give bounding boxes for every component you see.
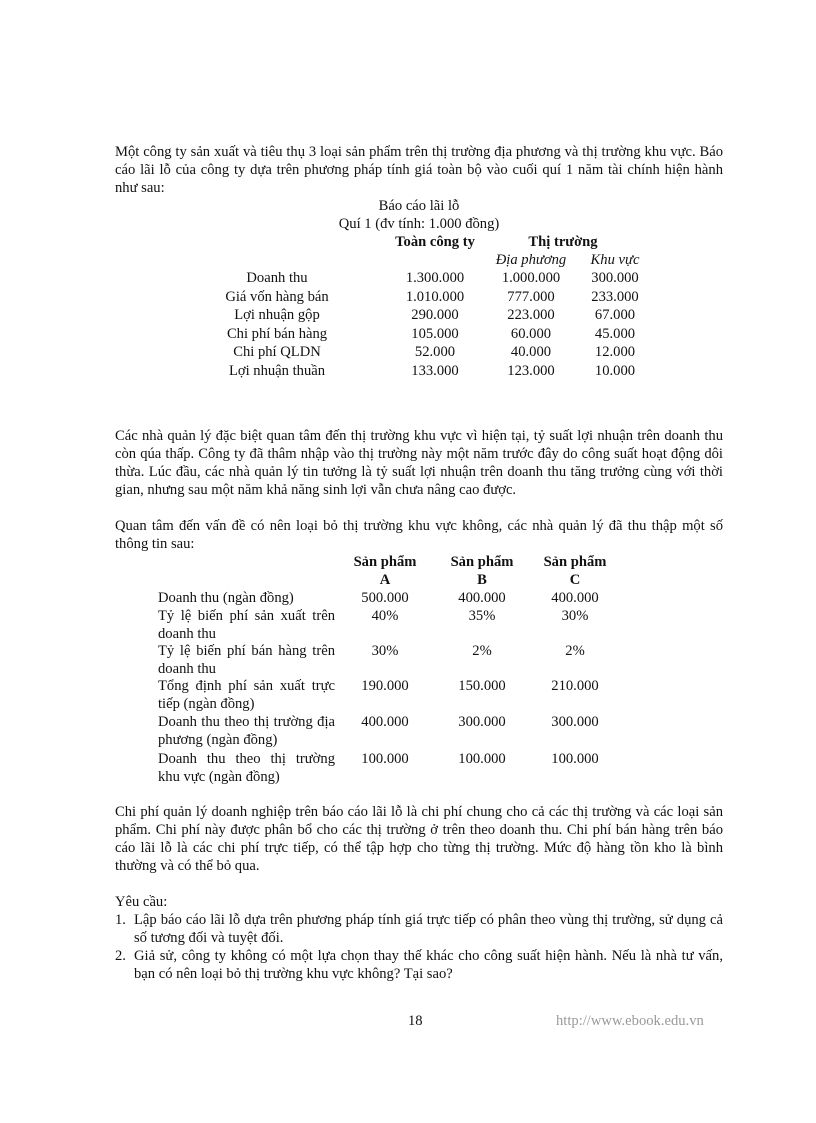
product-header: Sản phẩm	[543, 554, 607, 570]
col-header-market: Thị trường	[528, 234, 598, 250]
product-header: B	[477, 572, 487, 588]
info-cell-a: 40%	[371, 608, 399, 624]
col-header-total: Toàn công ty	[395, 234, 475, 250]
product-info-table	[115, 553, 723, 803]
cell-total: 1.010.000	[405, 288, 465, 305]
paragraph-2: Các nhà quản lý đặc biệt quan tâm đến thị trường khu vực vì hiện tại, tỷ suất lợi nhuận trên doanh thu còn qúa thấp. Công ty đã thâm nhập vào thị trường này một năm trước đây do công suất hoạt động dôi thừa. Lúc đầu, các nhà quản lý tin tưởng là tỷ suất lợi nhuận trên doanh thu tăng trưởng cùng với thời gian, nhưng sau một năm khả năng sinh lợi vẫn chưa nâng cao được.	[115, 428, 723, 498]
row-label: Chi phí bán hàng	[226, 325, 328, 342]
cell-local: 777.000	[507, 288, 555, 305]
cell-region: 12.000	[594, 344, 636, 360]
cell-local: 60.000	[510, 325, 552, 342]
requirements-heading: Yêu cầu:	[115, 894, 168, 910]
product-header: C	[569, 572, 581, 588]
intro-paragraph: Một công ty sản xuất và tiêu thụ 3 loại sản phẩm trên thị trường địa phương và thị trường khu vực. Báo cáo lãi lỗ của công ty dựa trên phương pháp tính giá toàn bộ vào cuối quí 1 năm tài chính hiện hành như sau:	[115, 144, 723, 196]
product-header: Sản phẩm	[450, 554, 514, 570]
paragraph-3: Quan tâm đến vấn đề có nên loại bỏ thị trường khu vực không, các nhà quản lý đã thu thập một số thông tin sau:	[115, 518, 723, 552]
cell-total: 105.000	[411, 325, 459, 342]
info-cell-a: 100.000	[361, 751, 409, 767]
info-cell-b: 100.000	[458, 751, 506, 767]
row-label: Lợi nhuận thuần	[228, 362, 326, 379]
report-subtitle: Quí 1 (đv tính: 1.000 đồng)	[338, 216, 500, 232]
info-cell-c: 100.000	[551, 751, 599, 767]
requirement-item: 1. Lập báo cáo lãi lỗ dựa trên phương pháp tính giá trực tiếp có phân theo vùng thị trường, sử dụng cả số tương đối và tuyệt đối.	[115, 912, 723, 946]
info-row-label: Doanh thu (ngàn đồng)	[158, 590, 294, 606]
info-row-label: Tỷ lệ biến phí sản xuất trên doanh thu	[158, 608, 335, 642]
paragraph-4: Chi phí quản lý doanh nghiệp trên báo cáo lãi lỗ là chi phí chung cho cả các thị trường và các loại sản phẩm. Chi phí này được phân bổ cho các thị trường ở trên theo doanh thu. Chi phí bán hàng trên báo cáo lãi lỗ là các chi phí trực tiếp, có thể tập hợp cho từng thị trường. Mức độ hàng tồn kho là bình thường và có thể bỏ qua.	[115, 804, 723, 874]
income-statement-table	[115, 233, 723, 417]
cell-region: 10.000	[594, 362, 636, 379]
info-cell-b: 300.000	[458, 714, 506, 730]
info-cell-c: 30%	[561, 608, 589, 624]
requirement-item: 2. Giả sử, công ty không có một lựa chọn thay thế khác cho công suất hiện hành. Nếu là nhà tư vấn, bạn có nên loại bỏ thị trường khu vực không? Tại sao?	[115, 948, 723, 982]
document-page	[115, 143, 723, 983]
info-cell-b: 2%	[472, 643, 492, 659]
report-title: Báo cáo lãi lỗ	[378, 198, 460, 214]
page-number: 18	[408, 1013, 423, 1029]
cell-total: 133.000	[411, 362, 459, 379]
cell-region: 300.000	[591, 270, 639, 286]
cell-region: 67.000	[594, 307, 636, 323]
info-row-label: Doanh thu theo thị trường khu vực (ngàn đồng)	[158, 751, 335, 785]
cell-local: 40.000	[510, 344, 552, 360]
cell-local: 123.000	[507, 362, 555, 379]
product-header: Sản phẩm	[353, 554, 417, 570]
info-row-label: Tổng định phí sản xuất trực tiếp (ngàn đồng)	[158, 678, 335, 712]
cell-local: 223.000	[507, 307, 555, 323]
cell-total: 290.000	[411, 307, 459, 323]
row-label: Lợi nhuận gộp	[234, 307, 320, 323]
info-row-label: Doanh thu theo thị trường địa phương (ngàn đồng)	[158, 714, 335, 748]
info-cell-a: 400.000	[361, 714, 409, 730]
cell-total: 52.000	[414, 344, 456, 360]
row-label: Chi phí QLDN	[233, 344, 321, 360]
info-cell-b: 35%	[468, 608, 496, 624]
info-cell-c: 300.000	[551, 714, 599, 730]
info-row-label: Tỷ lệ biến phí bán hàng trên doanh thu	[158, 643, 335, 677]
cell-total: 1.300.000	[405, 270, 465, 286]
cell-local: 1.000.000	[501, 270, 561, 286]
info-cell-a: 190.000	[361, 678, 409, 694]
requirements-list	[115, 911, 723, 983]
info-cell-c: 400.000	[551, 590, 599, 606]
info-cell-b: 400.000	[458, 590, 506, 606]
col-header-region: Khu vực	[590, 252, 640, 268]
info-cell-a: 30%	[371, 643, 399, 659]
footer-url: http://www.ebook.edu.vn	[556, 1013, 704, 1029]
col-header-local: Địa phương	[495, 252, 567, 268]
info-cell-b: 150.000	[458, 678, 506, 694]
cell-region: 233.000	[591, 288, 639, 305]
cell-region: 45.000	[594, 325, 636, 342]
row-label: Doanh thu	[246, 270, 308, 286]
info-cell-c: 2%	[565, 643, 585, 659]
info-cell-c: 210.000	[551, 678, 599, 694]
info-cell-a: 500.000	[361, 590, 409, 606]
product-header: A	[379, 572, 391, 588]
row-label: Giá vốn hàng bán	[225, 288, 329, 305]
